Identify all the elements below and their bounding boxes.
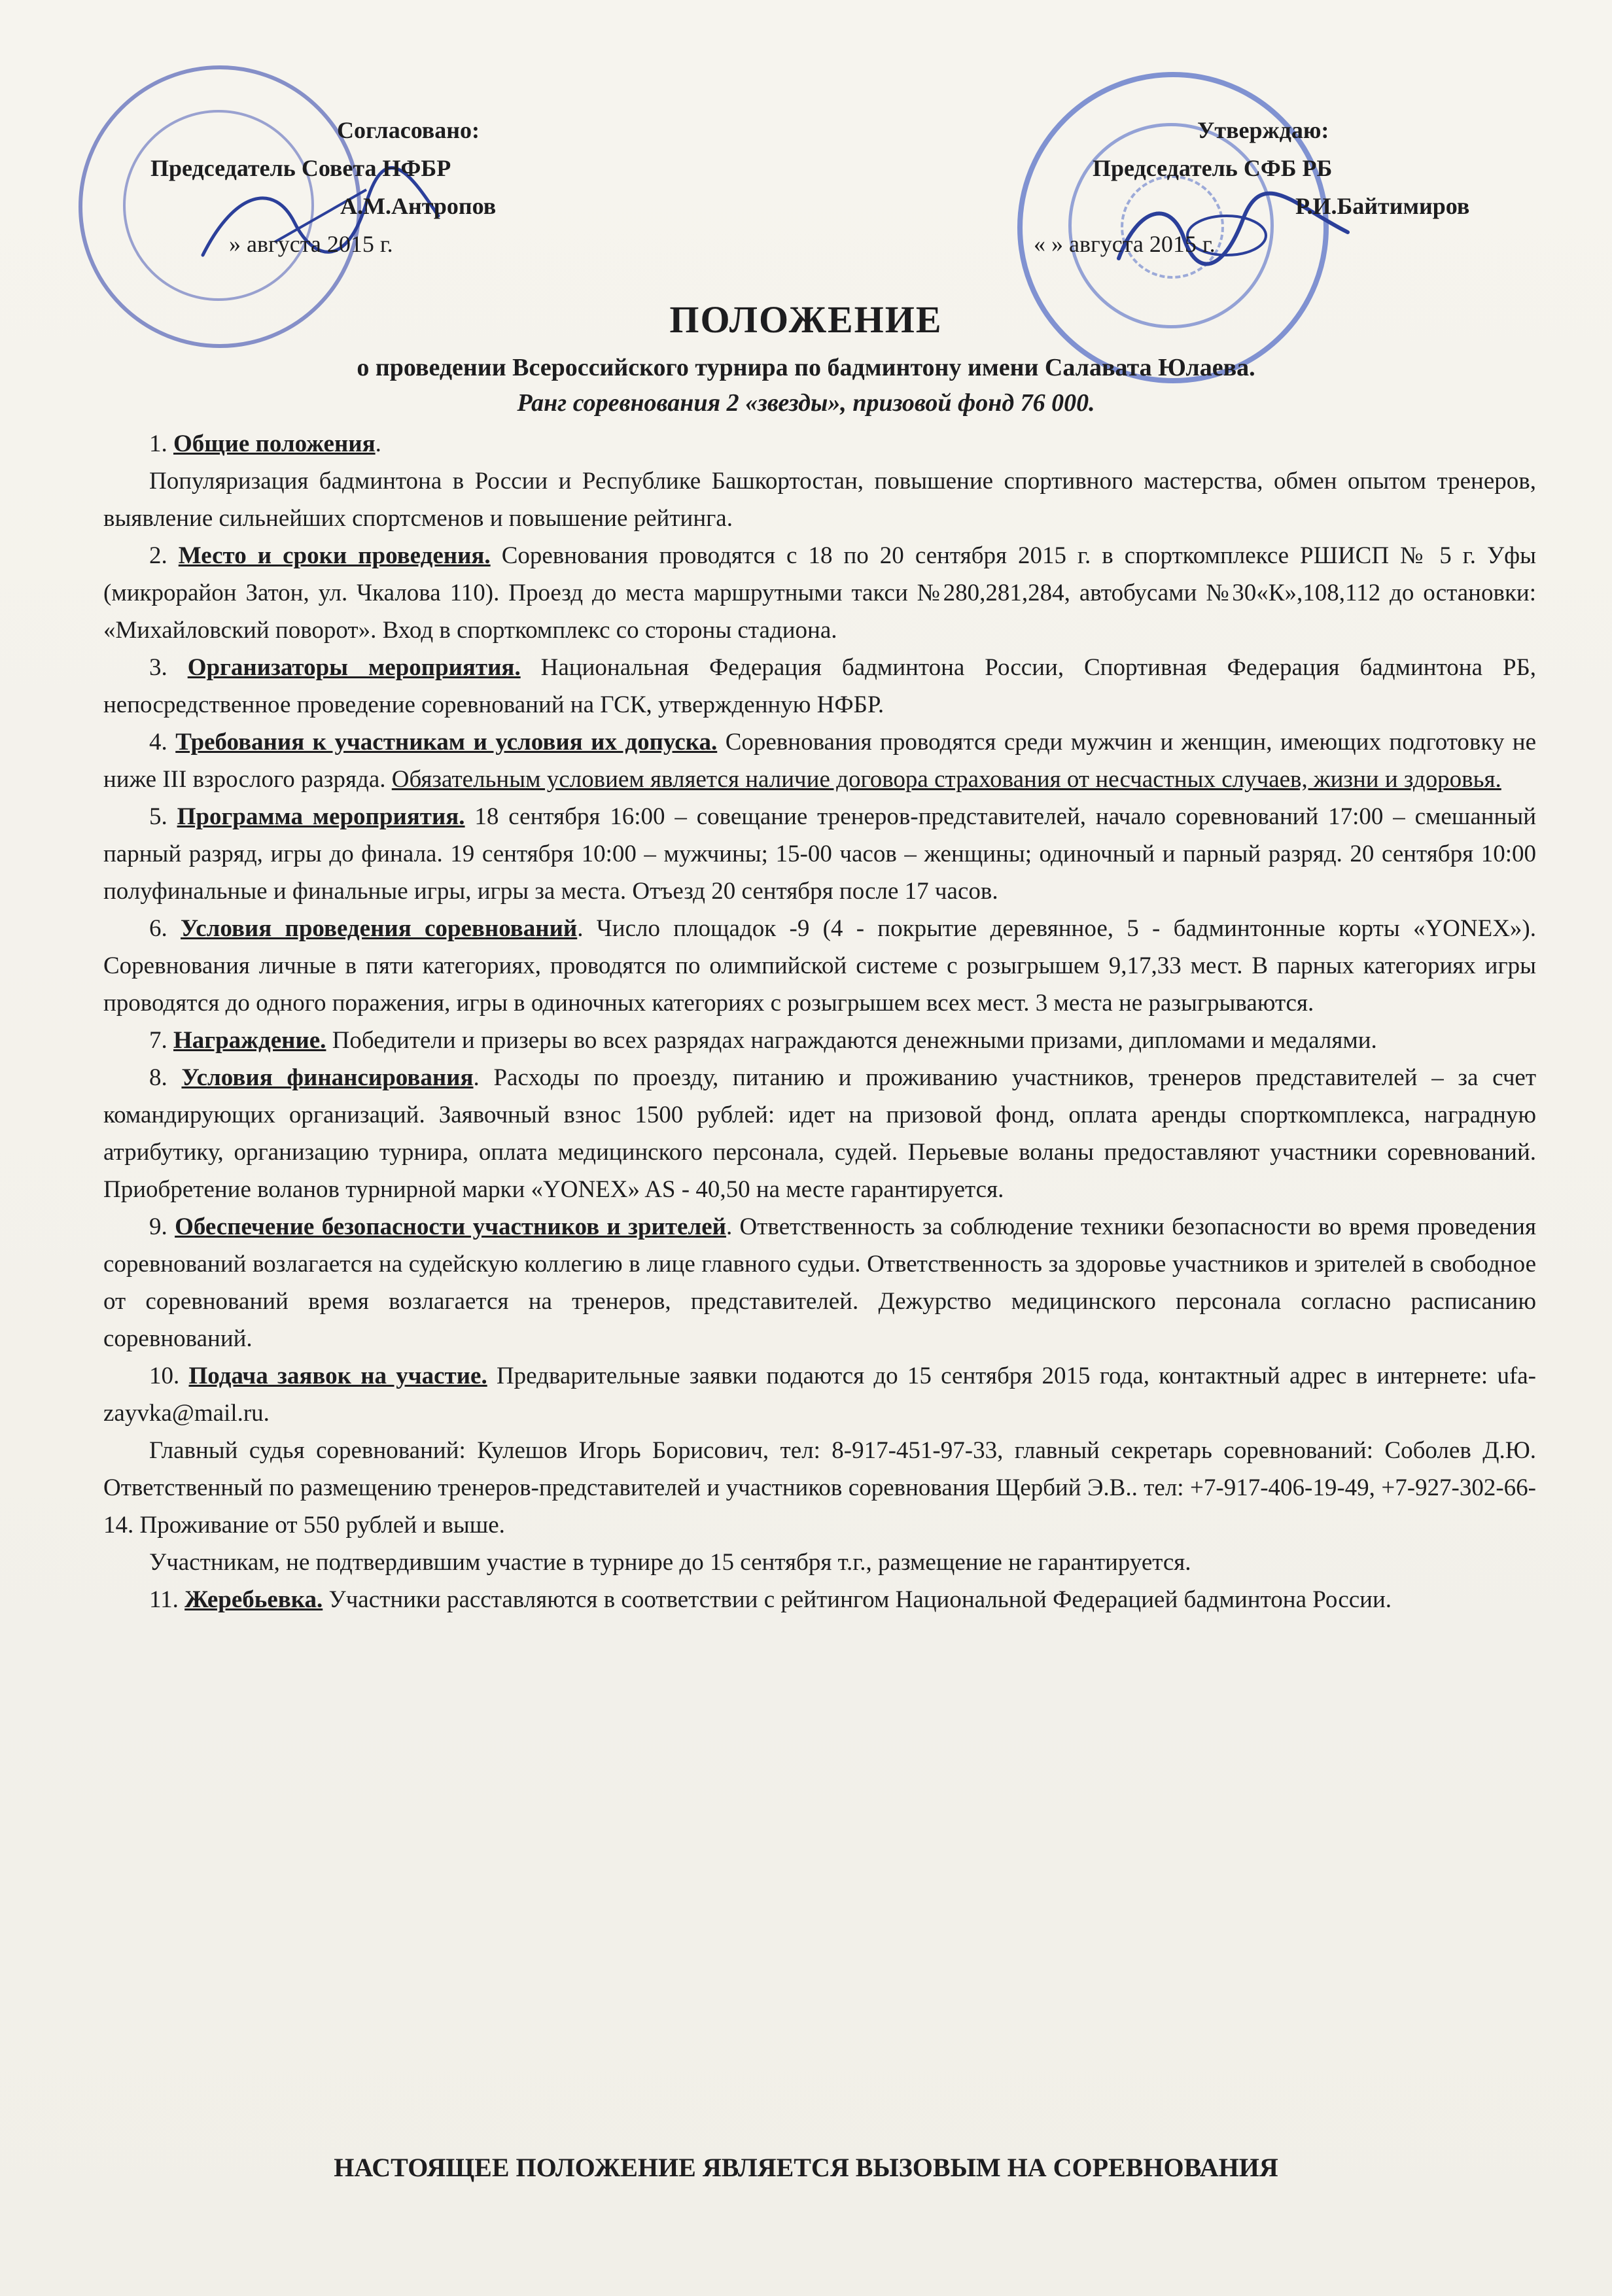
section-general xyxy=(103,425,1536,462)
section-heading: Общие положения xyxy=(173,430,376,457)
section-awards xyxy=(103,1022,1536,1059)
approval-block-left xyxy=(150,111,608,263)
section-number: 8. xyxy=(149,1064,167,1091)
section-number: 9. xyxy=(149,1213,167,1240)
approval-position: Председатель Совета НФБР xyxy=(150,155,451,181)
section-number: 1. xyxy=(149,430,167,457)
section-conditions xyxy=(103,910,1536,1022)
section-text: Национальная Федерация бадминтона России, Спортивная Федерация бадминтона РБ, непосредственное проведение соревнований на ГСК, утвержденную НФБР. xyxy=(103,654,1537,718)
paragraph-officials: Главный судья соревнований: Кулешов Игорь Борисович, тел: 8-917-451-97-33, главный секретарь соревнований: Соболев Д.Ю. Ответственный по размещению тренеров-представителей и участников соревнования Щербий Э.В.. тел: +7-917-406-19-49, +7-927-302-66-14. Проживание от 550 рублей и выше. xyxy=(103,1437,1536,1539)
approval-title: Согласовано: xyxy=(337,117,480,143)
section-place-dates xyxy=(103,537,1536,649)
section-number: 5. xyxy=(149,803,167,830)
section-heading: Подача заявок на участие. xyxy=(188,1363,487,1389)
section-text: Соревнования проводятся среди мужчин и женщин, имеющих подготовку не ниже III взрослого разряда. xyxy=(103,729,1537,793)
section-text: Победители и призеры во всех разрядах награждаются денежными призами, дипломами и медалями. xyxy=(332,1027,1377,1054)
section-text: Ответственность за соблюдение техники безопасности во время проведения соревнований возлагается на судейскую коллегию в лице главного судьи. Ответственность за здоровье участников и зрителей в свободное от соревнований время возлагается на тренеров, представителей. Дежурство медицинского персонала согласно расписанию соревнований. xyxy=(103,1213,1536,1352)
document-subtitle: о проведении Всероссийского турнира по бадминтону имени Салавата Юлаева. xyxy=(357,354,1255,381)
section-safety xyxy=(103,1208,1536,1357)
paragraph-purpose: Популяризация бадминтона в России и Республике Башкортостан, повышение спортивного мастерства, обмен опытом тренеров, выявление сильнейших спортсменов и повышение рейтинга. xyxy=(103,468,1536,532)
section-number: 2. xyxy=(149,542,167,569)
approval-title: Утверждаю: xyxy=(1197,117,1329,143)
section-heading-tail: . xyxy=(375,430,381,457)
approval-signatory: А.М.Антропов xyxy=(340,193,497,219)
section-number: 6. xyxy=(149,915,167,942)
paragraph-accommodation-note: Участникам, не подтвердившим участие в турнире до 15 сентября т.г., размещение не гарантируется. xyxy=(149,1549,1191,1576)
section-program xyxy=(103,798,1536,910)
section-organizers xyxy=(103,649,1536,723)
section-text-underlined: Обязательным условием является наличие договора страхования от несчастных случаев, жизни и здоровья. xyxy=(391,766,1501,793)
section-applications xyxy=(103,1357,1536,1432)
approval-block-right xyxy=(1034,111,1570,263)
section-text: Предварительные заявки подаются до 15 сентября 2015 года, контактный адрес в интернете: ufa-zayvka@mail.ru. xyxy=(103,1363,1537,1427)
footer-call-notice: НАСТОЯЩЕЕ ПОЛОЖЕНИЕ ЯВЛЯЕТСЯ ВЫЗОВЫМ НА СОРЕВНОВАНИЯ xyxy=(334,2153,1278,2182)
section-heading-tail: . xyxy=(577,915,584,942)
section-heading: Награждение. xyxy=(173,1027,326,1054)
section-heading: Условия финансирования xyxy=(181,1064,474,1091)
section-heading: Организаторы мероприятия. xyxy=(187,654,521,681)
section-number: 7. xyxy=(149,1027,167,1054)
section-text: 18 сентября 16:00 – совещание тренеров-представителей, начало соревнований 17:00 – смешанный парный разряд, игры до финала. 19 сентября 10:00 – мужчины; 15-00 часов – женщины; одиночный и парный разряд. 20 сентября 10:00 полуфинальные и финальные игры, игры за места. Отъезд 20 сентября после 17 часов. xyxy=(103,803,1537,905)
section-heading: Обеспечение безопасности участников и зрителей xyxy=(175,1213,726,1240)
section-heading: Требования к участникам и условия их допуска. xyxy=(175,729,718,756)
document-title: ПОЛОЖЕНИЕ xyxy=(669,298,943,341)
approval-date: « » августа 2015 г. xyxy=(1034,231,1216,257)
section-requirements xyxy=(103,723,1536,798)
approval-date: » августа 2015 г. xyxy=(229,231,393,257)
section-heading: Место и сроки проведения. xyxy=(178,542,491,569)
section-heading: Условия проведения соревнований xyxy=(181,915,578,942)
section-heading: Программа мероприятия. xyxy=(177,803,465,830)
section-heading-tail: . xyxy=(726,1213,733,1240)
approval-signatory: Р.И.Байтимиров xyxy=(1295,193,1470,219)
section-draw xyxy=(103,1581,1536,1618)
competition-rank: Ранг соревнования 2 «звезды», призовой фонд 76 000. xyxy=(517,389,1095,417)
section-text: Расходы по проезду, питанию и проживанию участников, тренеров представителей – за счет командирующих организаций. Заявочный взнос 1500 рублей: идет на призовой фонд, оплата аренды спорткомплекса, наградную атрибутику, организацию турнира, оплата медицинского персонала, судей. Перьевые воланы предоставляют участники соревнований. Приобретение воланов турнирной марки «YONEX» AS - 40,50 на месте гарантируется. xyxy=(103,1064,1537,1203)
section-financing xyxy=(103,1059,1536,1208)
section-heading: Жеребьевка. xyxy=(184,1586,323,1613)
section-text: Участники расставляются в соответствии с рейтингом Национальной Федерацией бадминтона России. xyxy=(328,1586,1392,1613)
document-body xyxy=(103,425,1536,1618)
approval-position: Председатель СФБ РБ xyxy=(1093,155,1333,181)
section-heading-tail: . xyxy=(473,1064,480,1091)
section-number: 11. xyxy=(149,1586,179,1613)
section-text: Число площадок -9 (4 - покрытие деревянное, 5 - бадминтонные корты «YONEX»). Соревнования личные в пяти категориях, проводятся по олимпийской системе с розыгрышем 9,17,33 мест. В парных категориях игры проводятся до одного поражения, игры в одиночных категориях с розыгрышем всех мест. 3 места не разыгрываются. xyxy=(103,915,1537,1017)
section-number: 4. xyxy=(149,729,167,756)
section-number: 10. xyxy=(149,1363,180,1389)
section-number: 3. xyxy=(149,654,167,681)
section-text: Соревнования проводятся с 18 по 20 сентября 2015 г. в спорткомплексе РШИСП № 5 г. Уфы (микрорайон Затон, ул. Чкалова 110). Проезд до места маршрутными такси №280,281,284, автобусами №30«К»,108,112 до остановки: «Михайловский поворот». Вход в спорткомплекс со стороны стадиона. xyxy=(103,542,1537,644)
